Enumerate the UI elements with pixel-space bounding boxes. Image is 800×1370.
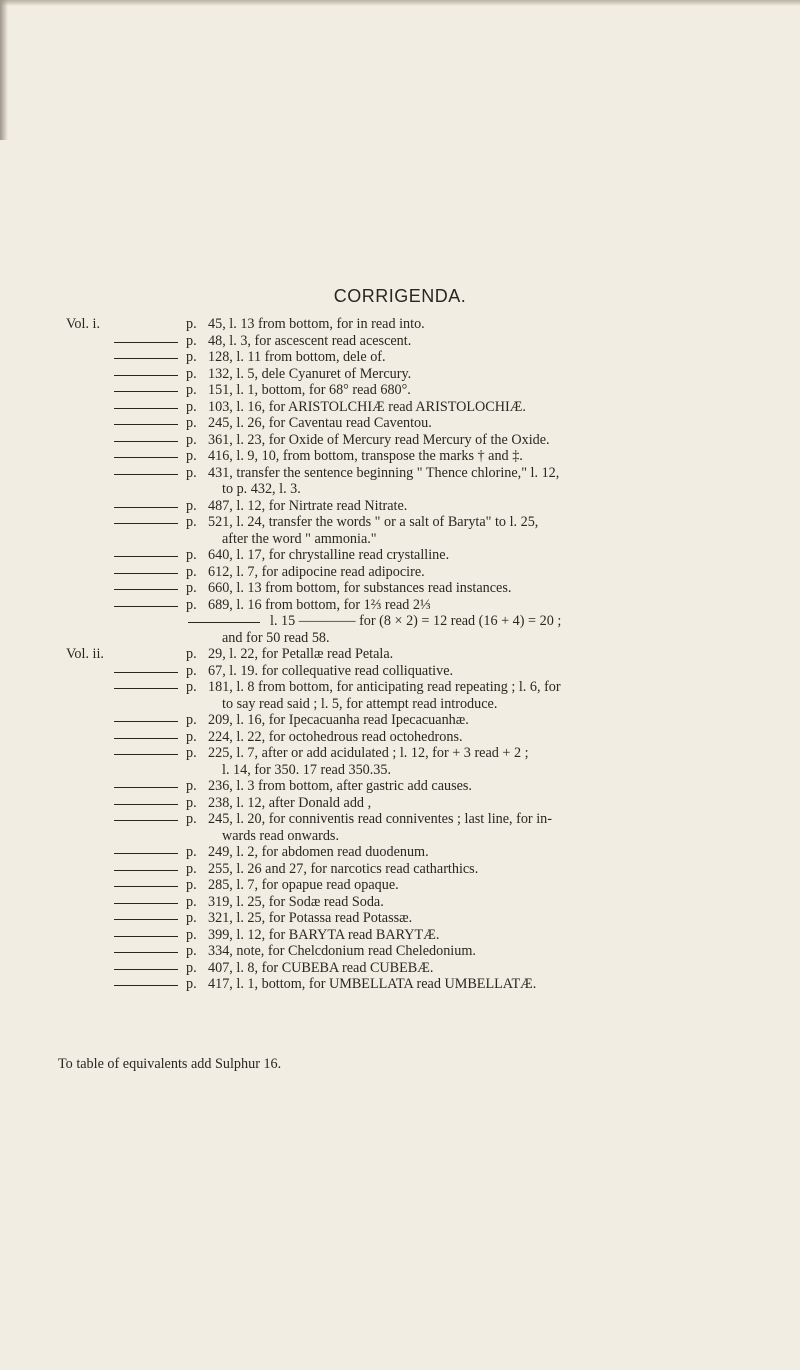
corrigenda-entry — [66, 465, 786, 498]
ditto-rule — [114, 952, 178, 953]
entry-text: 285, l. 7, for opapue read opaque. — [208, 877, 399, 893]
ditto-rule — [114, 919, 178, 920]
entry-text: 29, l. 22, for Petallæ read Petala. — [208, 646, 394, 662]
entry-text: 67, l. 19. for collequative read colliquative. — [208, 662, 454, 679]
page-ref: p. — [186, 926, 197, 943]
page-ref: p. — [186, 646, 197, 662]
page-ref: p. — [186, 811, 197, 827]
entry-text: 521, l. 24, transfer the words " or a salt of Baryta" to l. 25, — [208, 514, 539, 530]
corrigenda-entry — [66, 894, 786, 911]
entry-text: 689, l. 16 from bottom, for 1⅔ read 2⅓ — [208, 596, 431, 613]
ditto-rule — [114, 870, 178, 871]
corrigenda-entry — [66, 498, 786, 515]
ditto-rule — [114, 556, 178, 557]
ditto-rule — [114, 441, 178, 442]
ditto-rule — [114, 391, 178, 392]
ditto-rule — [114, 573, 178, 574]
corrigenda-entry — [66, 861, 786, 878]
page-ref: p. — [186, 497, 197, 514]
page-ref: p. — [186, 563, 197, 580]
page-ref: p. — [186, 877, 197, 893]
ditto-rule — [114, 672, 178, 673]
corrigenda-entry — [66, 960, 786, 977]
entry-text: 181, l. 8 from bottom, for anticipating read repeating ; l. 6, for — [208, 679, 561, 695]
page-title: CORRIGENDA. — [333, 286, 467, 306]
page-ref: p. — [186, 514, 197, 530]
corrigenda-entry — [66, 399, 786, 416]
corrigenda-entry — [66, 448, 786, 465]
corrigenda-entry — [66, 382, 786, 399]
ditto-rule — [114, 886, 178, 887]
ditto-rule — [114, 936, 178, 937]
ditto-rule — [114, 985, 178, 986]
corrigenda-entry — [66, 564, 786, 581]
ditto-rule — [114, 853, 178, 854]
page-ref: p. — [186, 596, 197, 613]
ditto-rule — [114, 507, 178, 508]
volume-label: Vol. i. — [66, 316, 101, 332]
corrigenda-entry — [66, 927, 786, 944]
corrigenda-entry — [66, 646, 786, 663]
entry-text: 319, l. 25, for Sodæ read Soda. — [208, 893, 384, 910]
entry-text: 399, l. 12, for BARYTA read BARYTÆ. — [208, 926, 440, 943]
entry-text: 245, l. 26, for Caventau read Caventou. — [208, 415, 432, 431]
page-ref: p. — [186, 728, 197, 745]
corrigenda-entry — [66, 349, 786, 366]
corrigenda-entry — [66, 795, 786, 812]
ditto-rule — [114, 424, 178, 425]
entry-text: 255, l. 26 and 27, for narcotics read catharthics. — [208, 860, 479, 877]
ditto-rule — [114, 688, 178, 689]
page-top-edge — [0, 0, 800, 6]
corrigenda-entry — [66, 910, 786, 927]
ditto-rule — [114, 342, 178, 343]
page-ref: p. — [186, 844, 197, 860]
entry-text: l. 15 ———— for (8 × 2) = 12 read (16 + 4) = 20 ; — [270, 613, 562, 629]
ditto-rule — [114, 787, 178, 788]
entry-text: 321, l. 25, for Potassa read Potassæ. — [208, 910, 413, 926]
ditto-rule — [114, 408, 178, 409]
ditto-rule — [188, 622, 260, 623]
entry-text: 640, l. 17, for chrystalline read crystalline. — [208, 547, 450, 563]
corrigenda-entry — [66, 877, 786, 894]
page-ref: p. — [186, 679, 197, 695]
page-ref: p. — [186, 398, 197, 415]
entry-text: 431, transfer the sentence beginning " Thence chlorine," l. 12, — [208, 464, 560, 481]
entry-text: 45, l. 13 from bottom, for in read into. — [208, 316, 425, 332]
corrigenda-entry — [66, 580, 786, 597]
entry-text: 103, l. 16, for ARISTOLCHIÆ read ARISTOLOCHIÆ. — [208, 398, 526, 415]
entry-text: 487, l. 12, for Nirtrate read Nitrate. — [208, 497, 408, 514]
entry-text: 416, l. 9, 10, from bottom, transpose the marks † and ‡. — [208, 448, 523, 464]
entry-text: 48, l. 3, for ascescent read acescent. — [208, 332, 412, 349]
page-ref: p. — [186, 976, 197, 992]
page-ref: p. — [186, 448, 197, 464]
page-ref: p. — [186, 860, 197, 877]
ditto-rule — [114, 457, 178, 458]
ditto-rule — [114, 903, 178, 904]
corrigenda-entry — [66, 333, 786, 350]
entry-text: 334, note, for Chelcdonium read Cheledonium. — [208, 943, 476, 959]
entry-text: 209, l. 16, for Ipecacuanha read Ipecacuanhæ. — [208, 712, 469, 728]
page-ref: p. — [186, 316, 197, 332]
page-ref: p. — [186, 415, 197, 431]
corrigenda-list — [66, 316, 786, 993]
entry-text: 238, l. 12, after Donald add , — [208, 794, 372, 811]
page-ref: p. — [186, 745, 197, 761]
corrigenda-entry — [66, 316, 786, 333]
ditto-rule — [114, 523, 178, 524]
entry-text: 249, l. 2, for abdomen read duodenum. — [208, 844, 429, 860]
corrigenda-entry — [66, 976, 786, 993]
corrigenda-entry — [66, 778, 786, 795]
page-ref: p. — [186, 943, 197, 959]
corrigenda-entry — [66, 514, 786, 547]
page-ref: p. — [186, 580, 197, 596]
entry-continuation: wards read onwards. — [222, 827, 340, 844]
entry-text: 236, l. 3 from bottom, after gastric add causes. — [208, 778, 472, 794]
corrigenda-entry — [66, 745, 786, 778]
corrigenda-entry — [66, 844, 786, 861]
entry-text: 612, l. 7, for adipocine read adipocire. — [208, 563, 425, 580]
entry-continuation: after the word " ammonia." — [222, 530, 377, 547]
corrigenda-entry — [66, 613, 786, 646]
entry-continuation: and for 50 read 58. — [222, 629, 330, 646]
ditto-rule — [114, 606, 178, 607]
entry-continuation: to say read said ; l. 5, for attempt read introduce. — [222, 695, 498, 712]
footer-note: To table of equivalents add Sulphur 16. — [58, 1056, 282, 1072]
volume-label: Vol. ii. — [66, 646, 104, 662]
page-ref: p. — [186, 959, 197, 976]
entry-continuation: l. 14, for 350. 17 read 350.35. — [222, 761, 392, 778]
page-ref: p. — [186, 547, 197, 563]
ditto-rule — [114, 804, 178, 805]
page-ref: p. — [186, 910, 197, 926]
corrigenda-entry — [66, 366, 786, 383]
corrigenda-entry — [66, 712, 786, 729]
corrigenda-entry — [66, 679, 786, 712]
ditto-rule — [114, 358, 178, 359]
ditto-rule — [114, 738, 178, 739]
page-left-shadow — [0, 0, 8, 140]
ditto-rule — [114, 721, 178, 722]
corrigenda-entry — [66, 729, 786, 746]
ditto-rule — [114, 474, 178, 475]
entry-text: 361, l. 23, for Oxide of Mercury read Mercury of the Oxide. — [208, 431, 550, 448]
entry-text: 128, l. 11 from bottom, dele of. — [208, 349, 386, 365]
corrigenda-entry — [66, 943, 786, 960]
entry-text: 225, l. 7, after or add acidulated ; l. 12, for + 3 read + 2 ; — [208, 745, 529, 761]
page-ref: p. — [186, 794, 197, 811]
page-ref: p. — [186, 332, 197, 349]
page-ref: p. — [186, 464, 197, 481]
page-ref: p. — [186, 662, 197, 679]
ditto-rule — [114, 375, 178, 376]
ditto-rule — [114, 969, 178, 970]
entry-text: 417, l. 1, bottom, for UMBELLATA read UMBELLATÆ. — [208, 976, 537, 992]
corrigenda-entry — [66, 597, 786, 614]
ditto-rule — [114, 754, 178, 755]
page-ref: p. — [186, 365, 197, 382]
ditto-rule — [114, 589, 178, 590]
entry-text: 660, l. 13 from bottom, for substances read instances. — [208, 580, 512, 596]
page-ref: p. — [186, 382, 197, 398]
entry-text: 224, l. 22, for octohedrous read octohedrons. — [208, 728, 463, 745]
corrigenda-entry — [66, 432, 786, 449]
page-ref: p. — [186, 349, 197, 365]
page-ref: p. — [186, 893, 197, 910]
entry-text: 132, l. 5, dele Cyanuret of Mercury. — [208, 365, 412, 382]
entry-text: 245, l. 20, for conniventis read conniventes ; last line, for in- — [208, 811, 552, 827]
corrigenda-entry — [66, 547, 786, 564]
corrigenda-entry — [66, 663, 786, 680]
entry-text: 151, l. 1, bottom, for 68° read 680°. — [208, 382, 411, 398]
corrigenda-entry — [66, 811, 786, 844]
entry-text: 407, l. 8, for CUBEBA read CUBEBÆ. — [208, 959, 434, 976]
page-ref: p. — [186, 712, 197, 728]
entry-continuation: to p. 432, l. 3. — [222, 481, 301, 497]
corrigenda-entry — [66, 415, 786, 432]
ditto-rule — [114, 820, 178, 821]
page-ref: p. — [186, 778, 197, 794]
page-ref: p. — [186, 431, 197, 448]
